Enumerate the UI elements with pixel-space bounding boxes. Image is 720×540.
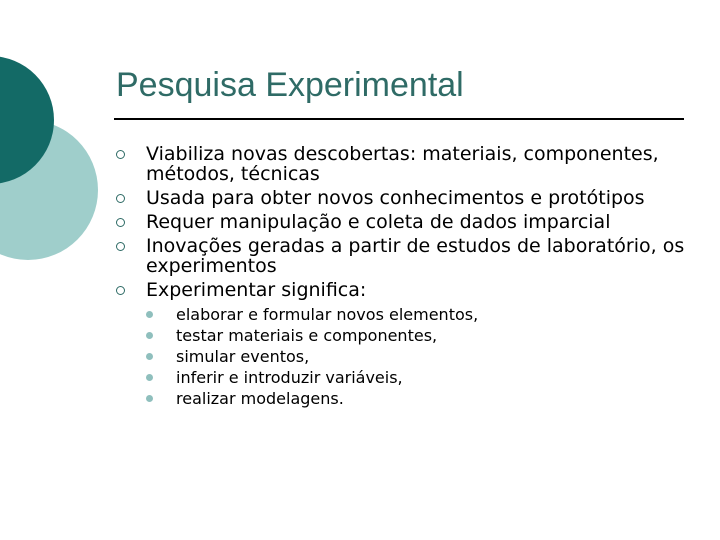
sub-bullet-text: realizar modelagens. <box>176 389 344 408</box>
bullet-text: Usada para obter novos conhecimentos e protótipos <box>146 187 645 209</box>
title-underline <box>114 118 684 120</box>
sub-bullet-item <box>146 367 706 388</box>
filled-circle-icon <box>146 332 153 339</box>
bullet-text: Requer manipulação e coleta de dados imparcial <box>146 211 611 233</box>
bullet-text: Inovações geradas a partir de estudos de laboratório, os experimentos <box>146 235 685 277</box>
bullet-item <box>116 212 706 232</box>
sub-bullet-item <box>146 388 706 409</box>
bullet-item <box>116 144 706 184</box>
sub-bullet-item <box>146 346 706 367</box>
sub-bullet-item <box>146 325 706 346</box>
decorative-circles <box>0 0 120 300</box>
filled-circle-icon <box>146 395 153 402</box>
filled-circle-icon <box>146 311 153 318</box>
sub-bullet-text: simular eventos, <box>176 347 310 366</box>
bullet-list <box>116 144 706 413</box>
hollow-circle-icon <box>116 150 125 159</box>
hollow-circle-icon <box>116 286 125 295</box>
hollow-circle-icon <box>116 194 125 203</box>
hollow-circle-icon <box>116 242 125 251</box>
sub-bullet-text: elaborar e formular novos elementos, <box>176 305 479 324</box>
hollow-circle-icon <box>116 218 125 227</box>
bullet-text: Experimentar significa: <box>146 279 367 301</box>
sub-bullet-text: inferir e introduzir variáveis, <box>176 368 403 387</box>
sub-bullet-text: testar materiais e componentes, <box>176 326 438 345</box>
bullet-item <box>116 188 706 208</box>
sub-bullet-item <box>146 304 706 325</box>
filled-circle-icon <box>146 374 153 381</box>
slide-title: Pesquisa Experimental <box>116 66 464 104</box>
sub-bullet-list <box>146 304 706 409</box>
bullet-text: Viabiliza novas descobertas: materiais, componentes, métodos, técnicas <box>146 143 659 185</box>
bullet-item <box>116 280 706 409</box>
bullet-item <box>116 236 706 276</box>
filled-circle-icon <box>146 353 153 360</box>
